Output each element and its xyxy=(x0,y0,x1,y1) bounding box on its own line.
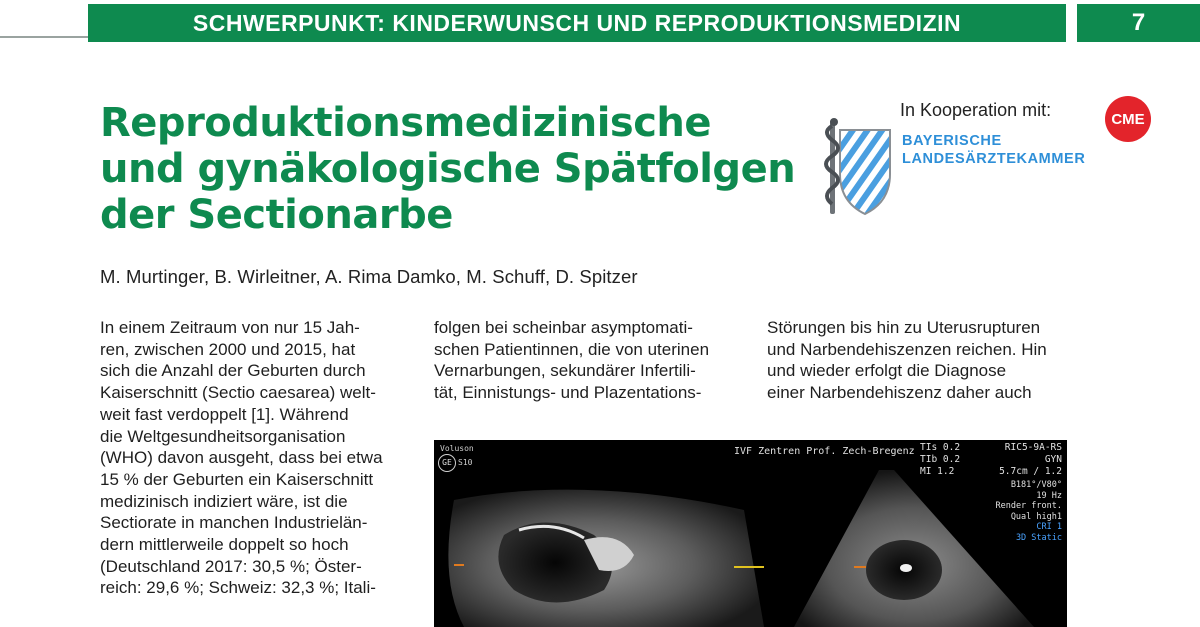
setting-line: Render front. xyxy=(995,501,1062,511)
page-number: 7 xyxy=(1131,9,1146,36)
cme-label: CME xyxy=(1111,110,1145,128)
text-line: tät, Einnistungs- und Plazentations- xyxy=(434,383,702,403)
text-line: und wieder erfolgt die Diagnose xyxy=(767,361,1007,381)
text-line: Sectiorate in manchen Industrielän- xyxy=(100,513,368,533)
text-line: und Narbendehiszenzen reichen. Hin xyxy=(767,339,1047,359)
section-header xyxy=(88,4,1066,42)
text-column-2 xyxy=(434,317,734,404)
clinic-name: IVF Zentren Prof. Zech-Bregenz xyxy=(734,446,915,457)
cooperation-label: In Kooperation mit: xyxy=(900,100,1052,120)
text-line: 15 % der Geburten ein Kaiserschnitt xyxy=(100,469,374,489)
ge-logo: GE xyxy=(438,454,456,472)
device-model: S10 xyxy=(458,458,473,467)
text-line: die Weltgesundheitsorganisation xyxy=(100,426,346,446)
authors: M. Murtinger, B. Wirleitner, A. Rima Damko, M. Schuff, D. Spitzer xyxy=(100,266,638,287)
setting-line: B181°/V80° xyxy=(1010,480,1062,490)
probe-line: RIC5-9A-RS xyxy=(1004,442,1062,453)
text-line: schen Patientinnen, die von uterinen xyxy=(434,339,710,359)
section-title: SCHWERPUNKT: KINDERWUNSCH UND REPRODUKTIONSMEDIZIN xyxy=(192,9,962,36)
org-name-line: BAYERISCHE xyxy=(902,133,1002,149)
medical-association-logo xyxy=(818,112,898,217)
text-line: folgen bei scheinbar asymptomati- xyxy=(434,318,693,337)
probe-info xyxy=(990,442,1062,478)
organization-name xyxy=(902,132,1085,168)
ultrasound-image xyxy=(434,440,1067,627)
text-line: Vernarbungen, sekundärer Infertili- xyxy=(434,361,696,381)
setting-line: Qual high1 xyxy=(1010,511,1062,522)
scan-parameters xyxy=(920,442,960,478)
setting-line: 19 Hz xyxy=(1036,490,1062,501)
text-line: Störungen bis hin zu Uterusrupturen xyxy=(767,318,1041,337)
header-rule xyxy=(0,36,88,38)
text-line: reich: 29,6 %; Schweiz: 32,3 %; Itali- xyxy=(100,578,376,598)
title-line: Reproduktionsmedizinische xyxy=(100,100,712,146)
text-line: dern mittlerweile doppelt so hoch xyxy=(100,535,349,555)
render-settings xyxy=(982,480,1062,543)
device-brand: Voluson xyxy=(440,444,474,453)
text-line: medizinisch indiziert wäre, ist die xyxy=(100,491,348,511)
org-name-line: LANDESÄRZTEKAMMER xyxy=(902,151,1086,167)
scan-param: MI 1.2 xyxy=(920,466,955,477)
text-column-1 xyxy=(100,317,401,599)
text-line: sich die Anzahl der Geburten durch xyxy=(100,361,366,381)
probe-line: GYN xyxy=(1044,454,1062,465)
scan-param: TIb 0.2 xyxy=(920,454,961,465)
article-title xyxy=(100,100,820,238)
title-line: und gynäkologische Spätfolgen xyxy=(100,146,796,192)
text-column-3 xyxy=(767,317,1067,404)
scan-param: TIs 0.2 xyxy=(920,442,961,453)
setting-line: CRI 1 xyxy=(1036,522,1062,532)
text-line: (WHO) davon ausgeht, dass bei etwa xyxy=(100,448,383,468)
text-line: ren, zwischen 2000 und 2015, hat xyxy=(100,339,356,359)
title-line: der Sectionarbe xyxy=(100,192,453,238)
text-line: In einem Zeitraum von nur 15 Jah- xyxy=(100,318,360,337)
text-line: Kaiserschnitt (Sectio caesarea) welt- xyxy=(100,383,376,403)
page-number-box xyxy=(1077,4,1200,42)
text-line: einer Narbendehiszenz daher auch xyxy=(767,383,1032,403)
probe-line: 5.7cm / 1.2 xyxy=(999,466,1062,477)
cme-badge xyxy=(1105,96,1151,142)
text-line: (Deutschland 2017: 30,5 %; Öster- xyxy=(100,556,362,576)
text-line: weit fast verdoppelt [1]. Während xyxy=(100,404,349,424)
ultrasound-scan-graphic xyxy=(434,440,1067,627)
setting-line: 3D Static xyxy=(1015,532,1062,543)
